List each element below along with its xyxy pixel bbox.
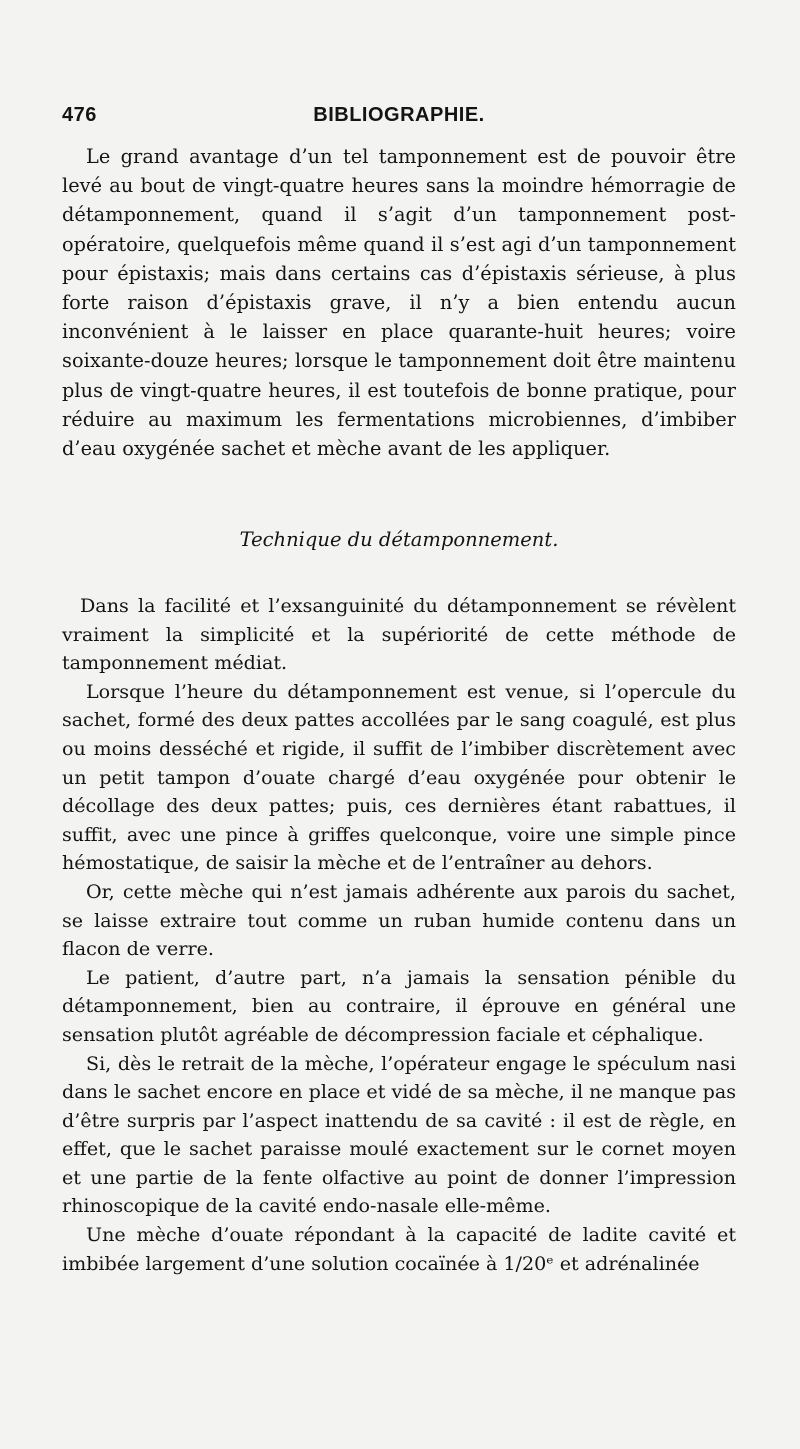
text-block-before xyxy=(62,142,736,463)
page-number: 476 xyxy=(62,104,97,126)
section-title: Technique du détamponnement. xyxy=(239,528,559,551)
paragraph: Si, dès le retrait de la mèche, l’opérateur engage le spéculum nasi dans le sachet encore en place et vidé de sa mèche, il ne manque pas d’être surpris par l’aspect inattendu de sa cavité : il est de règle, en effet, que le sachet paraisse moulé exactement sur le cornet moyen et une partie de la fente olfactive au point de donner l’impression rhinoscopique de la cavité endo-nasale elle-même. xyxy=(62,1051,736,1218)
paragraph: Or, cette mèche qui n’est jamais adhérente aux parois du sachet, se laisse extraire tout comme un ruban humide contenu dans un flacon de verre. xyxy=(62,879,736,961)
page-header xyxy=(62,104,736,134)
paragraph: Le patient, d’autre part, n’a jamais la sensation pénible du détamponnement, bien au contraire, il éprouve en général une sensation plutôt agréable de décompression faciale et céphalique. xyxy=(62,965,736,1046)
paragraph: Une mèche d’ouate répondant à la capacité de ladite cavité et imbibée largement d’une solution cocaïnée à 1/20ᵉ et adrénalinée xyxy=(62,1223,736,1275)
paragraph: Lorsque l’heure du détamponnement est venue, si l’opercule du sachet, formé des deux pattes accollées par le sang coagulé, est plus ou moins desséché et rigide, il suffit de l’imbiber discrètement avec un petit tampon d’ouate chargé d’eau oxygénée pour obtenir le décollage des deux pattes; puis, ces dernières étant rabattues, il suffit, avec une pince à griffes quelconque, voire une simple pince hémostatique, de saisir la mèche et de l’entraîner au dehors. xyxy=(62,679,736,875)
paragraph: Le grand avantage d’un tel tamponnement est de pouvoir être levé au bout de vingt-quatre heures sans la moindre hémorragie de détamponnement, quand il s’agit d’un tamponnement post-opératoire, quelquefois même quand il s’est agi d’un tamponnement pour épistaxis; mais dans certains cas d’épistaxis sérieuse, à plus forte raison d’épistaxis grave, il n’y a bien entendu aucun inconvénient à le laisser en place quarante-huit heures; voire soixante-douze heures; lorsque le tamponnement doit être maintenu plus de vingt-quatre heures, il est toutefois de bonne pratique, pour réduire au maximum les fermentations microbiennes, d’imbiber d’eau oxygénée sachet et mèche avant de les appliquer. xyxy=(62,145,736,461)
text-block-after xyxy=(62,592,736,1278)
running-title: BIBLIOGRAPHIE. xyxy=(313,104,485,126)
paragraph: Dans la facilité et l’exsanguinité du détamponnement se révèlent vraiment la simplicité et la supériorité de cette méthode de tamponnement médiat. xyxy=(62,594,736,675)
